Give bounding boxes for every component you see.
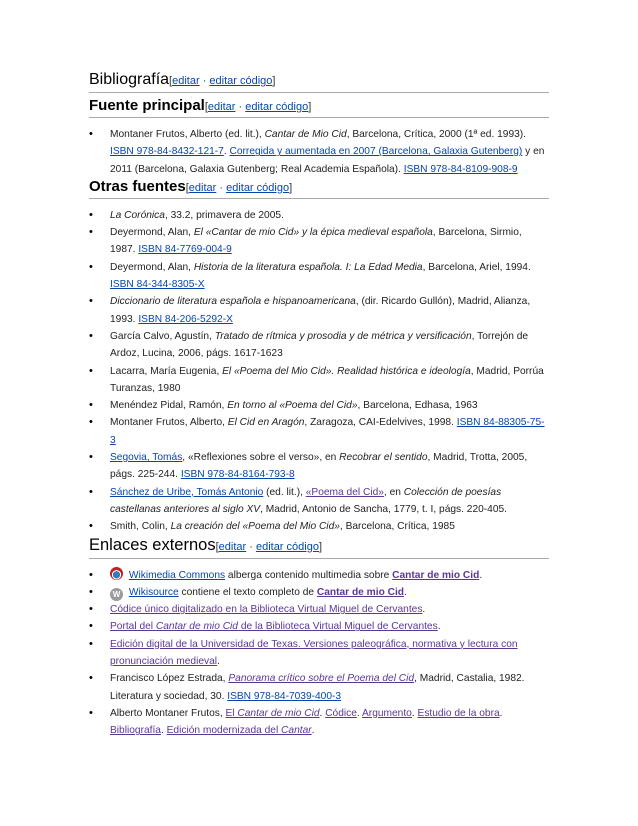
author-link[interactable]: Sánchez de Uribe, Tomás Antonio: [110, 486, 264, 498]
wikimedia-commons-link[interactable]: Wikimedia Commons: [128, 569, 226, 581]
codice-link[interactable]: Códice único digitalizado en la Biblioteca Virtual Miguel de Cervantes: [110, 604, 423, 616]
panorama-link[interactable]: Panorama crítico sobre el Poema del Cid: [228, 673, 415, 685]
argumento-link[interactable]: Argumento: [362, 707, 412, 719]
edit-code-link[interactable]: editar código: [255, 540, 319, 553]
list-item: • Diccionario de literatura española e hispanoamericana, (dir. Ricardo Gullón), Madrid, Alianza, 1993. ISBN 84-206-5292-X: [89, 293, 549, 328]
poem-link[interactable]: «Poema del Cid»: [305, 486, 384, 498]
list-item: • Menéndez Pidal, Ramón, En torno al «Poema del Cid», Barcelona, Edhasa, 1963: [89, 397, 549, 414]
bibliografia-link[interactable]: Bibliografía: [110, 725, 161, 737]
list-item: • Wikimedia Commons alberga contenido multimedia sobre Cantar de mio Cid.: [89, 567, 549, 584]
edit-code-link[interactable]: editar código: [226, 181, 290, 194]
wikisource-link[interactable]: Wikisource: [128, 586, 179, 598]
list-item: • Lacarra, María Eugenia, El «Poema del Mio Cid». Realidad histórica e ideología, Madrid, Porrúa Turanzas, 1980: [89, 363, 549, 398]
list-item: • Sánchez de Uribe, Tomás Antonio (ed. lit.), «Poema del Cid», en Colección de poesías castellanas anteriores al siglo XV, Madrid, Antonio de Sancha, 1779, t. I, págs. 220-405.: [89, 484, 549, 519]
list-item: • Montaner Frutos, Alberto, El Cid en Aragón, Zaragoza, CAI-Edelvives, 1998. ISBN 84-88305-75-3: [89, 414, 549, 449]
list-item: • Códice único digitalizado en la Biblioteca Virtual Miguel de Cervantes.: [89, 601, 549, 618]
list-item: • Montaner Frutos, Alberto (ed. lit.), Cantar de Mio Cid, Barcelona, Crítica, 2000 (1ª ed. 1993). ISBN 978-84-8432-121-7. Corregida y aumentada en 2007 (Barcelona, Galaxia Gutenberg) y en 2011 (Barcelona, Galaxia Gutenberg; Real Academia Española). ISBN 978-84-8109-908-9: [89, 126, 549, 178]
list-item: • La Corónica, 33.2, primavera de 2005.: [89, 207, 549, 224]
isbn-link[interactable]: ISBN 978-84-8164-793-8: [180, 469, 295, 481]
edit-link[interactable]: editar: [172, 75, 200, 87]
section-title: Bibliografía: [89, 71, 170, 88]
list-item: • Smith, Colin, La creación del «Poema del Mio Cid», Barcelona, Crítica, 1985: [89, 518, 549, 535]
wikimedia-commons-icon: [110, 567, 123, 580]
codice-page-link[interactable]: Códice: [325, 707, 357, 719]
cantar-link[interactable]: Cantar de mio Cid: [316, 586, 405, 598]
edit-code-link[interactable]: editar código: [209, 75, 273, 87]
portal-link[interactable]: Portal del Cantar de mio Cid de la Biblioteca Virtual Miguel de Cervantes: [110, 621, 438, 633]
list-item: • Segovia, Tomás, «Reflexiones sobre el verso», en Recobrar el sentido, Madrid, Trotta, 2005, págs. 225-244. ISBN 978-84-8164-793-8: [89, 449, 549, 484]
section-title: Enlaces externos: [89, 535, 216, 554]
isbn-link[interactable]: ISBN 978-84-7039-400-3: [227, 690, 342, 702]
cantar-link[interactable]: Cantar de mio Cid: [392, 569, 480, 581]
isbn-link[interactable]: ISBN 84-7769-004-9: [138, 244, 232, 256]
otras-fuentes-heading: Otras fuentes[editar · editar código]: [89, 178, 549, 199]
isbn-link[interactable]: ISBN 84-88305-75-3: [110, 417, 545, 446]
bibliografia-heading: Bibliografía[editar · editar código]: [89, 70, 549, 93]
isbn-link[interactable]: ISBN 978-84-8109-908-9: [403, 163, 518, 175]
section-title: Otras fuentes: [89, 177, 186, 195]
edition-link[interactable]: Corregida y aumentada en 2007 (Barcelona, Galaxia Gutenberg): [229, 146, 523, 158]
wikisource-icon: W: [110, 588, 123, 601]
enlaces-externos-heading: Enlaces externos[editar · editar código]: [89, 536, 549, 559]
list-item: • Edición digital de la Universidad de Texas. Versiones paleográfica, normativa y lectura con pronunciación medieval.: [89, 636, 549, 671]
list-item: • García Calvo, Agustín, Tratado de rítmica y prosodia y de métrica y versificación, Torrejón de Ardoz, Lucina, 2006, págs. 1617-1623: [89, 328, 549, 363]
estudio-link[interactable]: Estudio de la obra: [417, 707, 500, 719]
list-item: • Francisco López Estrada, Panorama crítico sobre el Poema del Cid, Madrid, Castalia, 1982. Literatura y sociedad, 30. ISBN 978-84-7039-400-3: [89, 670, 549, 705]
list-item: • Deyermond, Alan, Historia de la literatura española. I: La Edad Media, Barcelona, Ariel, 1994. ISBN 84-344-8305-X: [89, 259, 549, 294]
fuente-principal-section: [89, 97, 549, 178]
isbn-link[interactable]: ISBN 978-84-8432-121-7: [110, 146, 224, 158]
texas-edition-link[interactable]: Edición digital de la Universidad de Texas. Versiones paleográfica, normativa y lectura con pronunciación medieval: [110, 638, 518, 668]
edit-link[interactable]: editar: [207, 101, 236, 113]
isbn-link[interactable]: ISBN 84-344-8305-X: [110, 279, 205, 291]
article-content: [89, 70, 549, 740]
cantar-site-link[interactable]: El Cantar de mio Cid: [225, 707, 320, 719]
otras-fuentes-section: [89, 178, 549, 536]
edicion-modernizada-link[interactable]: Edición modernizada del Cantar: [166, 725, 312, 737]
list-item: • Deyermond, Alan, El «Cantar de mio Cid» y la épica medieval española, Barcelona, Sirmio, 1987. ISBN 84-7769-004-9: [89, 224, 549, 259]
list-item: • Portal del Cantar de mio Cid de la Biblioteca Virtual Miguel de Cervantes.: [89, 618, 549, 635]
isbn-link[interactable]: ISBN 84-206-5292-X: [138, 313, 233, 325]
edit-link[interactable]: editar: [188, 181, 217, 194]
author-link[interactable]: Segovia, Tomás: [110, 452, 183, 464]
enlaces-externos-section: [89, 536, 549, 740]
list-item: • W Wikisource contiene el texto completo de Cantar de mio Cid.: [89, 584, 549, 601]
list-item: • Alberto Montaner Frutos, El Cantar de mio Cid. Códice. Argumento. Estudio de la obra. Bibliografía. Edición modernizada del Cantar.: [89, 705, 549, 740]
section-title: Fuente principal: [89, 97, 205, 114]
edit-code-link[interactable]: editar código: [245, 101, 309, 113]
fuente-principal-heading: Fuente principal[editar · editar código]: [89, 97, 549, 118]
edit-link[interactable]: editar: [218, 540, 247, 553]
